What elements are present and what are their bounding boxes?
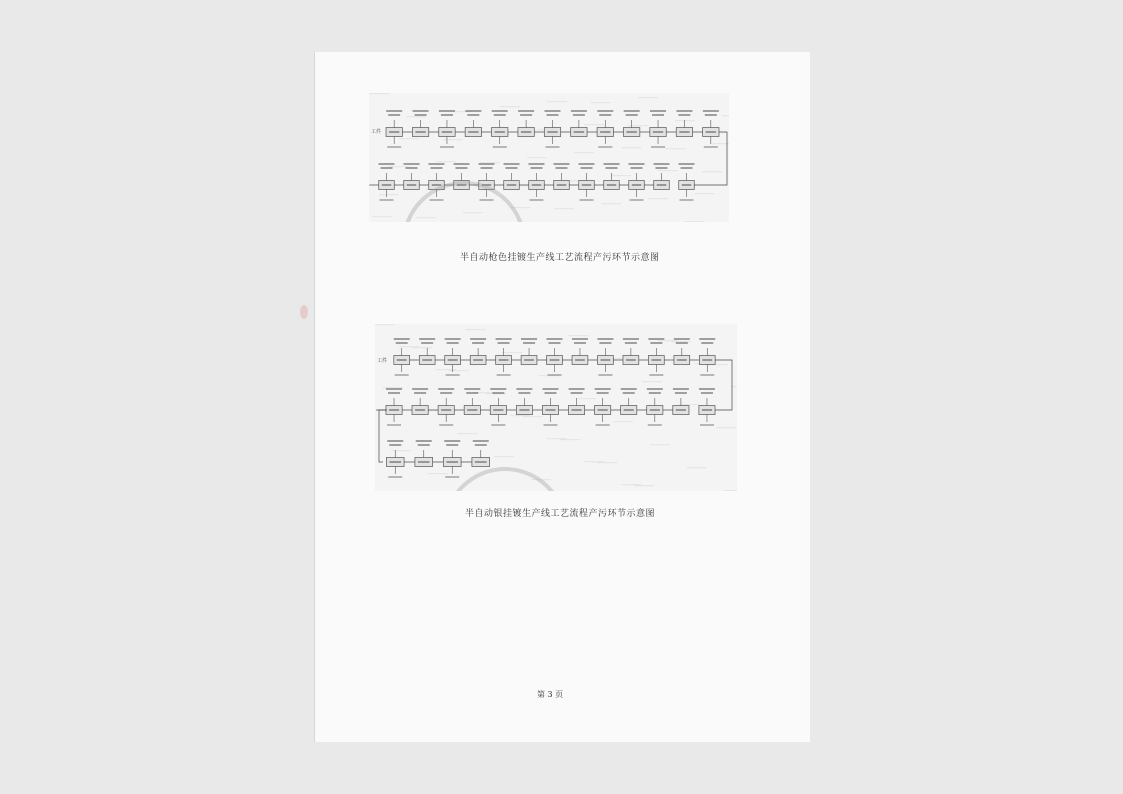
process-box-text	[679, 131, 689, 133]
emission-note	[649, 392, 661, 394]
process-box-text	[473, 359, 483, 361]
emission-note	[473, 440, 489, 442]
emission-note	[413, 110, 429, 112]
emission-note	[475, 444, 487, 446]
emission-note	[623, 392, 635, 394]
scan-noise	[399, 346, 419, 347]
process-box-text	[575, 359, 585, 361]
process-box-text	[601, 359, 611, 361]
scan-noise	[502, 352, 522, 353]
emission-note	[681, 167, 693, 169]
input-note	[548, 374, 562, 376]
emission-note	[676, 110, 692, 112]
scan-noise	[369, 93, 389, 94]
scan-noise	[527, 157, 547, 158]
input-note	[680, 199, 694, 201]
input-note	[430, 199, 444, 201]
emission-note	[579, 163, 595, 165]
flowchart-figure-2	[375, 324, 737, 491]
process-box-text	[415, 409, 425, 411]
input-note	[530, 199, 544, 201]
scan-noise	[621, 147, 641, 148]
emission-note	[379, 163, 395, 165]
scan-noise	[372, 216, 392, 217]
process-box-text	[653, 131, 663, 133]
emission-note	[388, 114, 400, 116]
process-box-text	[626, 131, 636, 133]
emission-note	[624, 110, 640, 112]
scan-noise	[463, 212, 483, 213]
loop-connector	[694, 132, 727, 185]
emission-note	[415, 114, 427, 116]
process-box-text	[519, 409, 529, 411]
scan-noise	[650, 444, 670, 445]
emission-note	[492, 392, 504, 394]
scan-noise	[628, 125, 648, 126]
emission-note	[705, 114, 717, 116]
process-box-text	[557, 184, 567, 186]
emission-note	[518, 110, 534, 112]
process-box-text	[547, 131, 557, 133]
input-note	[596, 424, 610, 426]
emission-note	[631, 167, 643, 169]
emission-note	[599, 114, 611, 116]
scan-noise	[724, 490, 737, 491]
process-box-text	[626, 359, 636, 361]
emission-note	[545, 392, 557, 394]
input-note	[580, 199, 594, 201]
emission-note	[675, 392, 687, 394]
emission-note	[571, 110, 587, 112]
process-box-text	[598, 409, 608, 411]
scan-noise	[648, 198, 668, 199]
emission-note	[652, 114, 664, 116]
emission-note	[581, 167, 593, 169]
emission-note	[421, 342, 433, 344]
input-note	[700, 374, 714, 376]
emission-note	[518, 392, 530, 394]
process-box-text	[422, 359, 432, 361]
emission-note	[472, 342, 484, 344]
scan-noise	[500, 106, 520, 107]
process-box-text	[507, 184, 517, 186]
scan-noise	[642, 381, 662, 382]
scan-noise	[391, 450, 411, 451]
document-page	[314, 52, 810, 742]
input-note	[491, 424, 505, 426]
emission-note	[599, 342, 611, 344]
scan-mark	[300, 305, 308, 319]
input-note	[387, 424, 401, 426]
emission-note	[389, 444, 401, 446]
scan-noise	[428, 473, 448, 474]
emission-note	[597, 338, 613, 340]
emission-note	[419, 338, 435, 340]
process-box-text	[432, 184, 442, 186]
scan-noise	[576, 398, 596, 399]
emission-note	[396, 342, 408, 344]
process-box-text	[441, 409, 451, 411]
emission-note	[445, 338, 461, 340]
emission-note	[545, 110, 561, 112]
emission-note	[447, 342, 459, 344]
input-note	[440, 146, 454, 148]
emission-note	[441, 114, 453, 116]
emission-note	[516, 388, 532, 390]
process-box-text	[468, 131, 478, 133]
emission-note	[673, 388, 689, 390]
emission-note	[521, 338, 537, 340]
process-box-text	[632, 184, 642, 186]
emission-note	[498, 342, 510, 344]
emission-note	[597, 110, 613, 112]
process-box-text	[415, 131, 425, 133]
scan-noise	[712, 143, 729, 144]
emission-note	[678, 114, 690, 116]
scan-noise	[399, 138, 419, 139]
process-box-text	[446, 461, 458, 463]
emission-note	[454, 163, 470, 165]
scan-noise	[584, 461, 604, 462]
input-note	[439, 424, 453, 426]
process-box-text	[467, 409, 477, 411]
emission-note	[650, 110, 666, 112]
process-box-text	[475, 461, 487, 463]
process-box-text	[545, 409, 555, 411]
emission-note	[569, 388, 585, 390]
emission-note	[494, 114, 506, 116]
scan-noise	[665, 148, 685, 149]
emission-note	[549, 342, 561, 344]
scan-noise	[510, 415, 530, 416]
emission-note	[464, 388, 480, 390]
scan-noise	[547, 101, 567, 102]
emission-note	[490, 388, 506, 390]
process-box-text	[650, 409, 660, 411]
emission-note	[386, 110, 402, 112]
page-number: 第 3 页	[537, 690, 564, 699]
scan-noise	[554, 208, 574, 209]
scan-noise	[379, 194, 399, 195]
scan-noise	[436, 161, 456, 162]
scan-noise	[568, 335, 588, 336]
emission-note	[381, 167, 393, 169]
emission-note	[573, 114, 585, 116]
process-box-text	[521, 131, 531, 133]
emission-note	[416, 440, 432, 442]
emission-note	[597, 392, 609, 394]
emission-note	[438, 388, 454, 390]
scan-noise	[584, 124, 604, 125]
process-box-text	[442, 131, 452, 133]
emission-note	[412, 388, 428, 390]
process-box-text	[389, 131, 399, 133]
emission-note	[481, 167, 493, 169]
emission-note	[418, 444, 430, 446]
input-note	[648, 424, 662, 426]
emission-note	[388, 392, 400, 394]
emission-note	[531, 167, 543, 169]
scan-noise	[611, 175, 631, 176]
emission-note	[543, 388, 559, 390]
emission-note	[650, 342, 662, 344]
emission-note	[440, 392, 452, 394]
emission-note	[623, 338, 639, 340]
emission-note	[629, 163, 645, 165]
emission-note	[699, 388, 715, 390]
process-box-text	[574, 131, 584, 133]
emission-note	[656, 167, 668, 169]
scan-noise	[732, 386, 737, 387]
emission-note	[703, 110, 719, 112]
scan-noise	[601, 203, 621, 204]
input-note	[598, 146, 612, 148]
scan-noise	[621, 484, 641, 485]
process-box-text	[582, 184, 592, 186]
input-note	[598, 374, 612, 376]
input-note	[704, 146, 718, 148]
scan-noise	[494, 456, 514, 457]
emission-note	[414, 392, 426, 394]
flowchart-1-graphic	[369, 93, 729, 222]
emission-note	[479, 163, 495, 165]
process-box-text	[607, 184, 617, 186]
process-box-text	[676, 409, 686, 411]
input-note	[544, 424, 558, 426]
emission-note	[492, 110, 508, 112]
emission-note	[466, 392, 478, 394]
emission-note	[626, 114, 638, 116]
emission-note	[699, 338, 715, 340]
input-note	[480, 199, 494, 201]
input-note	[546, 146, 560, 148]
process-box-text	[682, 184, 692, 186]
scan-noise	[658, 170, 678, 171]
emission-note	[406, 167, 418, 169]
emission-note	[625, 342, 637, 344]
process-box-text	[524, 359, 534, 361]
process-box-text	[600, 131, 610, 133]
emission-note	[556, 167, 568, 169]
emission-note	[431, 167, 443, 169]
process-box-text	[495, 131, 505, 133]
input-note	[497, 374, 511, 376]
process-box-text	[571, 409, 581, 411]
scan-noise	[443, 139, 463, 140]
scan-noise	[685, 221, 705, 222]
input-note	[445, 476, 459, 478]
emission-note	[674, 338, 690, 340]
scan-noise	[638, 97, 658, 98]
process-box-text	[493, 409, 503, 411]
emission-note	[547, 338, 563, 340]
emission-note	[496, 338, 512, 340]
scan-noise	[547, 438, 567, 439]
emission-note	[701, 392, 713, 394]
emission-note	[647, 388, 663, 390]
flow-start-label-2: 工件	[377, 358, 388, 364]
emission-note	[529, 163, 545, 165]
emission-note	[429, 163, 445, 165]
scan-noise	[716, 427, 736, 428]
process-box-text	[657, 184, 667, 186]
emission-note	[648, 338, 664, 340]
process-box-text	[397, 359, 407, 361]
emission-note	[547, 114, 559, 116]
emission-note	[467, 114, 479, 116]
input-note	[395, 374, 409, 376]
scan-noise	[416, 217, 436, 218]
input-note	[651, 146, 665, 148]
scan-noise	[457, 433, 477, 434]
emission-note	[606, 167, 618, 169]
emission-note	[604, 163, 620, 165]
input-note	[388, 476, 402, 478]
loop-connector	[379, 410, 387, 462]
emission-note	[571, 392, 583, 394]
emission-note	[456, 167, 468, 169]
emission-note	[394, 338, 410, 340]
process-box-text	[550, 359, 560, 361]
input-note	[380, 199, 394, 201]
scan-noise	[613, 421, 633, 422]
process-box-text	[499, 359, 509, 361]
input-note	[446, 374, 460, 376]
scan-noise	[658, 340, 678, 341]
emission-note	[595, 388, 611, 390]
process-box-text	[389, 409, 399, 411]
loop-connector	[715, 360, 732, 410]
scan-noise	[591, 102, 611, 103]
emission-note	[520, 114, 532, 116]
input-note	[387, 146, 401, 148]
process-box-text	[389, 461, 401, 463]
input-note	[649, 374, 663, 376]
emission-note	[404, 163, 420, 165]
emission-note	[701, 342, 713, 344]
scan-noise	[679, 404, 699, 405]
emission-note	[506, 167, 518, 169]
emission-note	[446, 444, 458, 446]
emission-note	[654, 163, 670, 165]
process-box-text	[418, 461, 430, 463]
scan-noise	[675, 120, 695, 121]
flowchart-figure-1	[369, 93, 729, 222]
flowchart-2-graphic	[375, 324, 737, 491]
process-box-text	[382, 184, 392, 186]
scan-noise	[375, 324, 395, 325]
process-box-text	[624, 409, 634, 411]
emission-note	[574, 342, 586, 344]
emission-note	[679, 163, 695, 165]
process-box-text	[702, 359, 712, 361]
scan-noise	[687, 467, 707, 468]
figure-1-caption: 半自动枪色挂镀生产线工艺流程产污环节示意图	[460, 253, 660, 263]
process-box-text	[702, 409, 712, 411]
flow-start-label-1: 工件	[371, 129, 382, 135]
emission-note	[554, 163, 570, 165]
emission-note	[444, 440, 460, 442]
emission-note	[504, 163, 520, 165]
process-box-text	[677, 359, 687, 361]
emission-note	[465, 110, 481, 112]
scan-noise	[722, 115, 729, 116]
emission-note	[387, 440, 403, 442]
scan-noise	[702, 171, 722, 172]
emission-note	[523, 342, 535, 344]
input-note	[700, 424, 714, 426]
emission-note	[470, 338, 486, 340]
process-box-text	[706, 131, 716, 133]
input-note	[630, 199, 644, 201]
process-box-text	[651, 359, 661, 361]
scan-noise	[406, 116, 426, 117]
input-note	[493, 146, 507, 148]
process-box-text	[407, 184, 417, 186]
scan-noise	[465, 329, 485, 330]
scan-noise	[574, 152, 594, 153]
process-box-text	[448, 359, 458, 361]
emission-note	[386, 388, 402, 390]
emission-note	[676, 342, 688, 344]
figure-2-caption: 半自动银挂镀生产线工艺流程产污环节示意图	[465, 509, 656, 519]
process-box-text	[532, 184, 542, 186]
emission-note	[439, 110, 455, 112]
scan-noise	[695, 193, 715, 194]
emission-note	[572, 338, 588, 340]
scan-noise	[436, 369, 456, 370]
emission-note	[621, 388, 637, 390]
